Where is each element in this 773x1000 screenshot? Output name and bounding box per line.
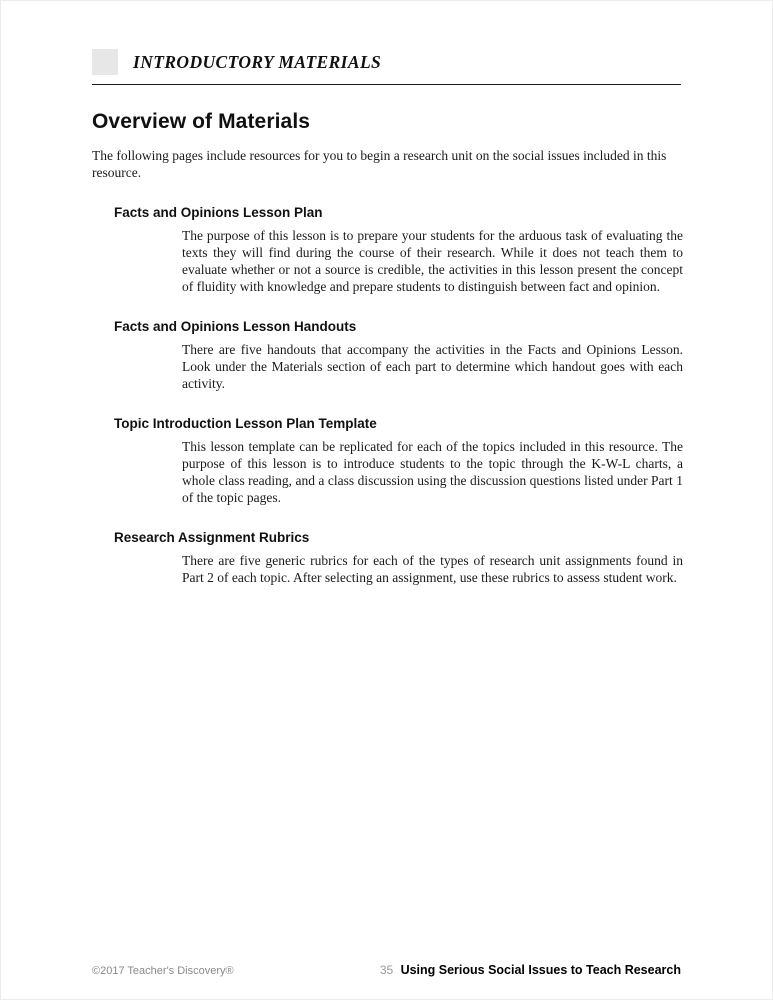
page-content [1,49,772,586]
section-body: There are five generic rubrics for each of the types of research unit assignments found in Part 2 of each topic. After selecting an assignment, use these rubrics to assess student work. [182,553,683,585]
section-heading: Topic Introduction Lesson Plan Template [114,416,377,431]
footer-copyright: ©2017 Teacher's Discovery® [92,965,234,977]
section-body: The purpose of this lesson is to prepare your students for the arduous task of evaluating the texts they will find during the course of their research. While it does not teach them to evaluate whether or not a source is credible, the activities in this lesson present the concept of fluidity with knowledge and prepare students to distinguish between fact and opinion. [182,228,683,294]
section-body: There are five handouts that accompany the activities in the Facts and Opinions Lesson. Look under the Materials section of each part to determine which handout goes with each activity. [182,342,683,391]
chapter-title: INTRODUCTORY MATERIALS [133,51,382,72]
section-topic-introduction-lesson-plan-template [114,416,681,506]
section-facts-opinions-lesson-plan [114,205,681,295]
section-heading: Facts and Opinions Lesson Handouts [114,319,357,334]
footer-page-number: 35 [379,963,394,977]
banner-square-icon [92,49,118,75]
page-footer [92,961,681,977]
chapter-banner [92,49,681,85]
section-heading: Facts and Opinions Lesson Plan [114,205,323,220]
section-heading: Research Assignment Rubrics [114,530,310,545]
section-research-assignment-rubrics [114,530,681,586]
section-facts-opinions-lesson-handouts [114,319,681,392]
footer-book-title: Using Serious Social Issues to Teach Research [400,963,681,977]
intro-paragraph: The following pages include resources for you to begin a research unit on the social issues included in this resource. [92,148,667,180]
page-title: Overview of Materials [92,110,311,133]
section-body: This lesson template can be replicated for each of the topics included in this resource. The purpose of this lesson is to introduce students to the topic through the K-W-L charts, a whole class reading, and a class discussion using the discussion questions listed under Part 1 of the topic pages. [182,439,683,505]
